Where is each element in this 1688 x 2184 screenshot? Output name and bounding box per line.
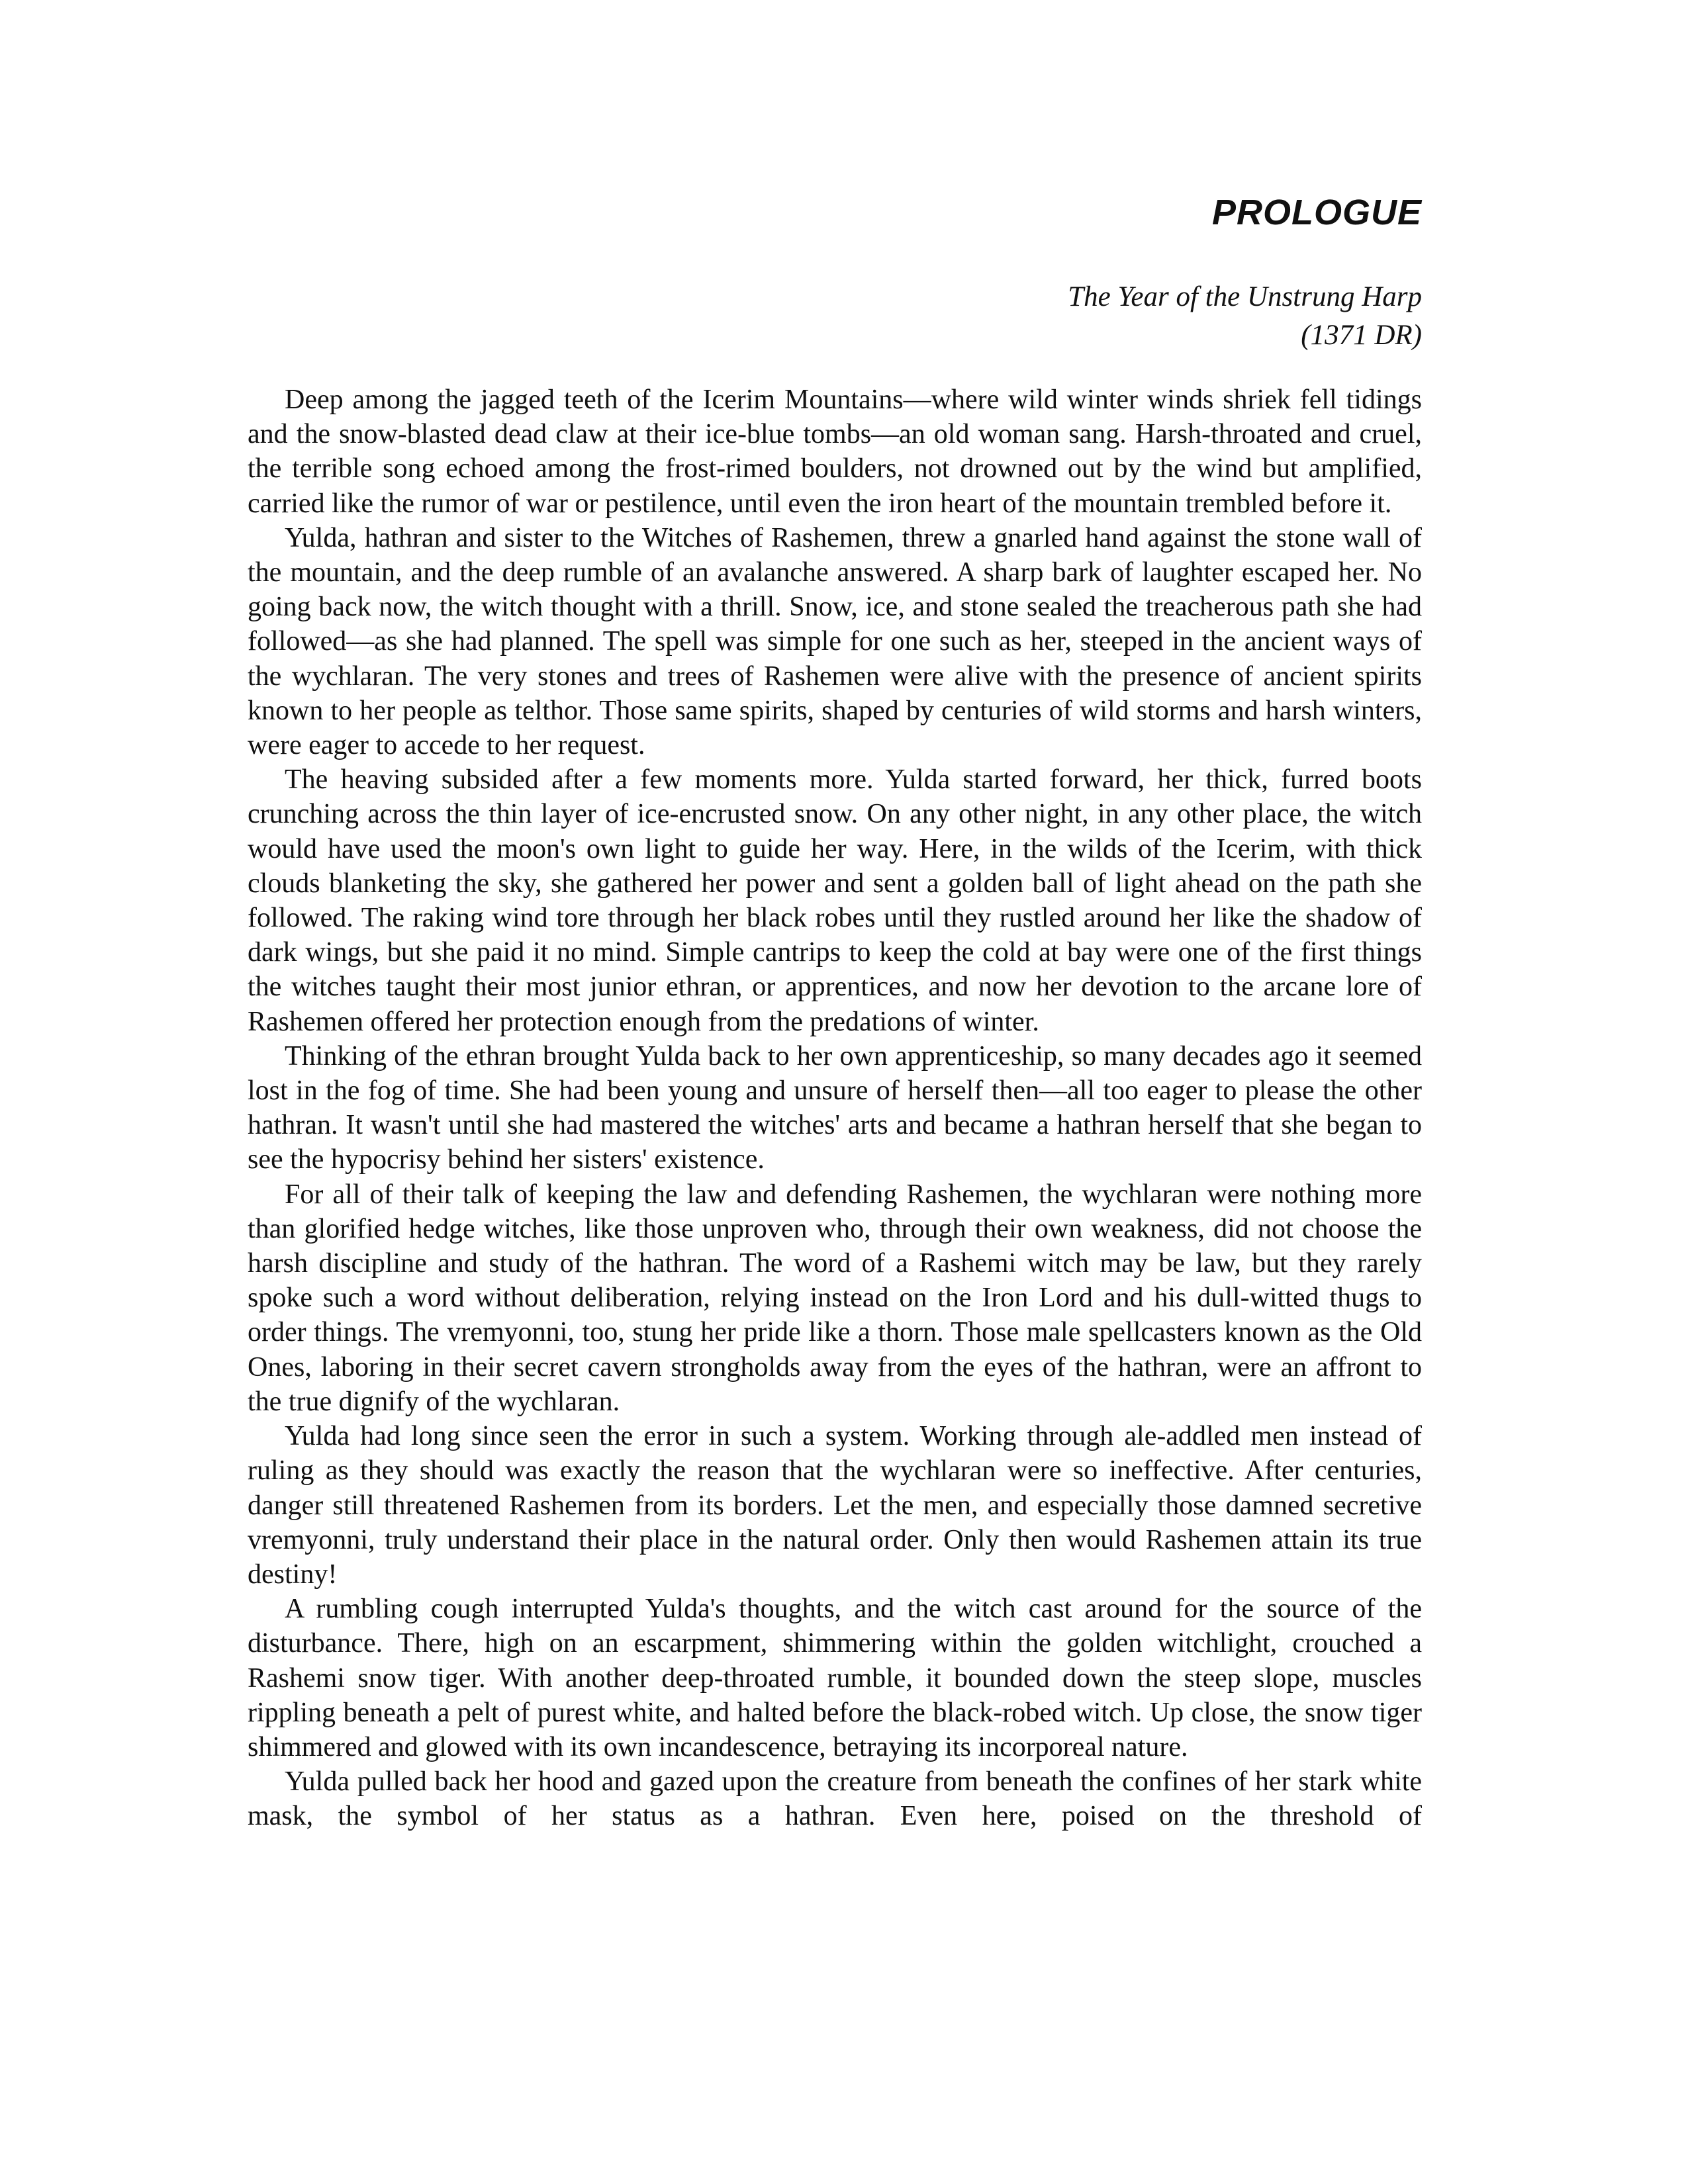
- chapter-subtitle: [1068, 278, 1422, 355]
- chapter-title: PROLOGUE: [1211, 193, 1422, 232]
- paragraph: Thinking of the ethran brought Yulda back to her own apprenticeship, so many decades ago it seemed lost in the fog of time. She had been young and unsure of herself then—all too eager to please the other hathran. It wasn't until she had mastered the witches' arts and became a hathran herself that she began to see the hypocrisy behind her sisters' existence.: [248, 1040, 1422, 1175]
- subtitle-year-number: (1371 DR): [1301, 320, 1422, 351]
- paragraph: Yulda had long since seen the error in such a system. Working through ale-addled men instead of ruling as they should was exactly the reason that the wychlaran were so ineffective. After centuries, danger still threatened Rashemen from its borders. Let the men, and especially those damned secretive vremyonni, truly understand their place in the natural order. Only then would Rashemen attain its true destiny!: [248, 1421, 1422, 1590]
- body-text: [248, 383, 1422, 1834]
- paragraph: A rumbling cough interrupted Yulda's thoughts, and the witch cast around for the source of the disturbance. There, high on an escarpment, shimmering within the golden witchlight, crouched a Rashemi snow tiger. With another deep-throated rumble, it bounded down the steep slope, muscles rippling beneath a pelt of purest white, and halted before the black-robed witch. Up close, the snow tiger shimmered and glowed with its own incandescence, betraying its incorporeal nature.: [248, 1594, 1422, 1762]
- paragraph: For all of their talk of keeping the law and defending Rashemen, the wychlaran were nothing more than glorified hedge witches, like those unproven who, through their own weakness, did not choose the harsh discipline and study of the hathran. The word of a Rashemi witch may be law, but they rarely spoke such a word without deliberation, relying instead on the Iron Lord and his dull-witted thugs to order things. The vremyonni, too, stung her pride like a thorn. Those male spellcasters known as the Old Ones, laboring in their secret cavern strongholds away from the eyes of the hathran, were an affront to the true dignify of the wychlaran.: [248, 1179, 1422, 1417]
- paragraph: Yulda, hathran and sister to the Witches of Rashemen, threw a gnarled hand against the stone wall of the mountain, and the deep rumble of an avalanche answered. A sharp bark of laughter escaped her. No going back now, the witch thought with a thrill. Snow, ice, and stone sealed the treacherous path she had followed—as she had planned. The spell was simple for one such as her, steeped in the ancient ways of the wychlaran. The very stones and trees of Rashemen were alive with the presence of ancient spirits known to her people as telthor. Those same spirits, shaped by centuries of wild storms and harsh winters, were eager to accede to her request.: [248, 522, 1422, 761]
- paragraph: Deep among the jagged teeth of the Icerim Mountains—where wild winter winds shriek fell tidings and the snow-blasted dead claw at their ice-blue tombs—an old woman sang. Harsh-throated and cruel, the terrible song echoed among the frost-rimed boulders, not drowned out by the wind but amplified, carried like the rumor of war or pestilence, until even the iron heart of the mountain trembled before it.: [248, 385, 1422, 519]
- paragraph: Yulda pulled back her hood and gazed upon the creature from beneath the confines of her stark white mask, the symbol of her status as a hathran. Even here, poised on the threshold of: [248, 1766, 1422, 1832]
- paragraph: The heaving subsided after a few moments more. Yulda started forward, her thick, furred boots crunching across the thin layer of ice-encrusted snow. On any other night, in any other place, the witch would have used the moon's own light to guide her way. Here, in the wilds of the Icerim, with thick clouds blanketing the sky, she gathered her power and sent a golden ball of light ahead on the path she followed. The raking wind tore through her black robes until they rustled around her like the shadow of dark wings, but she paid it no mind. Simple cantrips to keep the cold at bay were one of the first things the witches taught their most junior ethran, or apprentices, and now her devotion to the arcane lore of Rashemen offered her protection enough from the predations of winter.: [248, 764, 1422, 1037]
- subtitle-year-name: The Year of the Unstrung Harp: [1068, 281, 1422, 312]
